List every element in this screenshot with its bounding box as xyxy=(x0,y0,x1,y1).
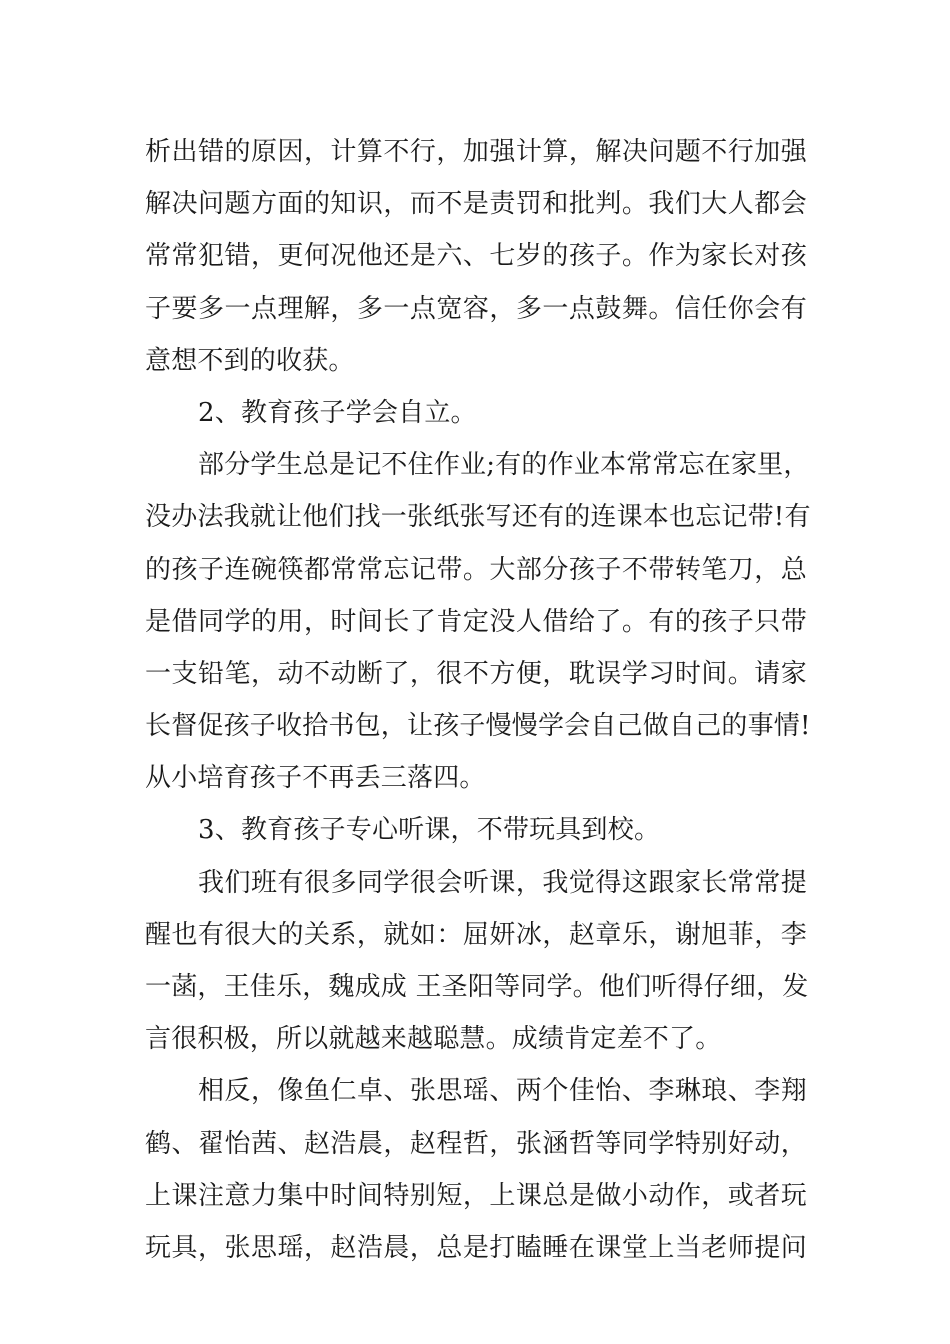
text-line: 是借同学的用，时间长了肯定没人借给了。有的孩子只带 xyxy=(145,606,807,637)
body-text xyxy=(145,126,811,1274)
text-line: 的孩子连碗筷都常常忘记带。大部分孩子不带转笔刀，总 xyxy=(145,554,807,585)
text-line: 上课注意力集中时间特别短，上课总是做小动作，或者玩 xyxy=(145,1180,807,1211)
section-heading-3: 3、教育孩子专心听课，不带玩具到校。 xyxy=(198,815,661,846)
text-line: 一支铅笔，动不动断了，很不方便，耽误学习时间。请家 xyxy=(145,658,807,689)
text-line: 我们班有很多同学很会听课，我觉得这跟家长常常提 xyxy=(198,867,807,898)
text-line: 相反，像鱼仁卓、张思瑶、两个佳怡、李琳琅、李翔 xyxy=(198,1076,807,1107)
section-heading-2: 2、教育孩子学会自立。 xyxy=(198,397,477,428)
text-line: 没办法我就让他们找一张纸张写还有的连课本也忘记带!有 xyxy=(145,502,811,533)
text-line: 常常犯错，更何况他还是六、七岁的孩子。作为家长对孩 xyxy=(145,241,807,272)
text-line: 部分学生总是记不住作业;有的作业本常常忘在家里， xyxy=(198,450,810,481)
text-line: 言很积极，所以就越来越聪慧。成绩肯定差不了。 xyxy=(145,1024,722,1055)
text-line: 从小培育孩子不再丢三落四。 xyxy=(145,763,486,794)
text-line: 玩具，张思瑶，赵浩晨，总是打瞌睡在课堂上当老师提问 xyxy=(145,1232,807,1263)
text-line: 一菡，王佳乐，魏成成 王圣阳等同学。他们听得仔细，发 xyxy=(145,972,809,1002)
text-line: 解决问题方面的知识，而不是责罚和批判。我们大人都会 xyxy=(145,189,807,220)
text-line: 析出错的原因，计算不行，加强计算，解决问题不行加强 xyxy=(145,137,807,167)
text-line: 鹤、翟怡茜、赵浩晨，赵程哲，张涵哲等同学特别好动， xyxy=(145,1128,807,1159)
text-line: 长督促孩子收拾书包，让孩子慢慢学会自己做自己的事情! xyxy=(145,711,811,742)
text-line: 子要多一点理解，多一点宽容，多一点鼓舞。信任你会有 xyxy=(145,293,807,324)
text-line: 醒也有很大的关系，就如：屈妍冰，赵章乐，谢旭菲，李 xyxy=(145,919,807,950)
text-line: 意想不到的收获。 xyxy=(145,345,355,376)
